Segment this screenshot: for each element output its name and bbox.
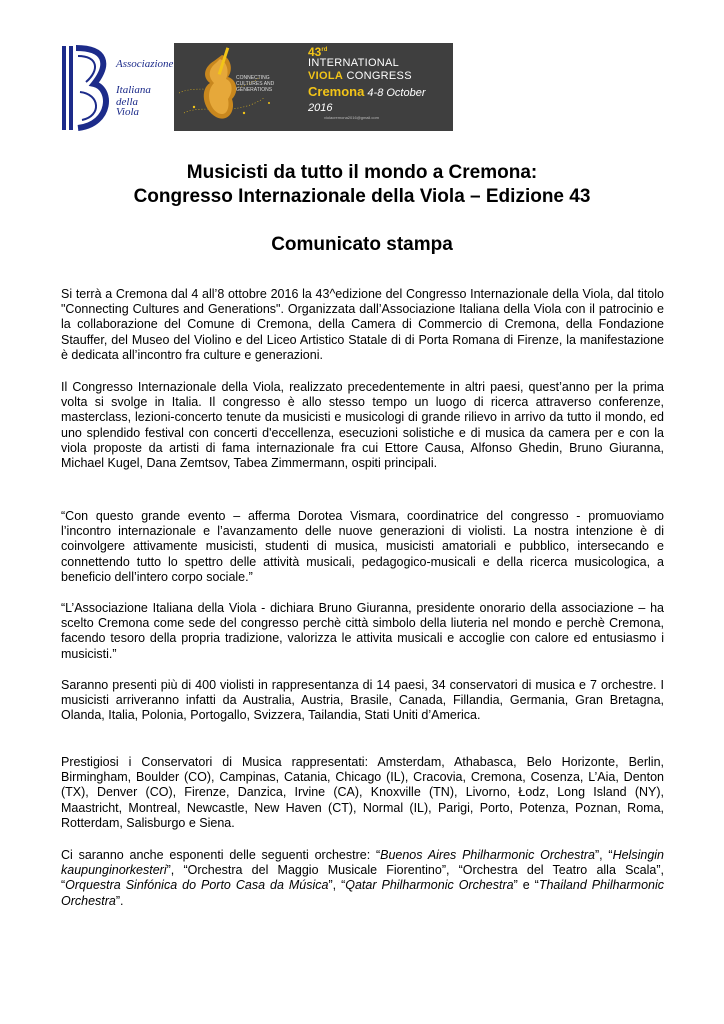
banner-viola: VIOLA <box>308 70 344 82</box>
paragraph-text: Prestigiosi i Conservatori di Musica rappresentati: Amsterdam, Athabasca, Belo Horizonte, Berlin, Birmingham, Boulder (CO), Campinas, Catania, Chicago (IL), Cracovia, Cremona, Cosenza, L’Aia, Denton (TX), Denver (CO), Firenze, Danzica, Irvine (CA), Knoxville (TN), Livorno, Łodz, Long Island (NY), Maastricht, Montreal, Newcastle, New Haven (CT), Normal (IL), Parigi, Porto, Potenza, Poznan, Roma, Rotterdam, Salisburgo e Siena. <box>61 755 664 830</box>
association-logo <box>60 44 172 132</box>
banner-international: INTERNATIONAL <box>308 57 400 69</box>
orchestra-1: Buenos Aires Philharmonic Orchestra <box>380 848 595 862</box>
banner-congress: CONGRESS <box>343 70 412 82</box>
paragraph-text: Si terrà a Cremona dal 4 all’8 ottobre 2016 la 43^edizione del Congresso Internazionale della Viola, dal titolo "Connecting Cultures and Generations". Organizzata dall’Associazione Italiana della Viola con il patrocinio e la collaborazione del Comune di Cremona, della Camera di Commercio di Cremona, della Fondazione Stauffer, del Museo del Violino e del Liceo Artistico Statale di di Porta Romana di Firenze, la manifestazione è dedicata all’incontro fra culture e generazioni. <box>61 287 664 362</box>
paragraph-7 <box>61 848 664 909</box>
orchestras-sep-1: ”, “ <box>595 848 613 862</box>
banner-viola-congress <box>308 70 412 82</box>
orchestras-intro: Ci saranno anche esponenti delle seguenti orchestre: “ <box>61 848 381 862</box>
orchestra-5: Thailand Philharmonic Orchestra <box>61 878 665 908</box>
orchestras-sep-2: ”, “Orchestra del Maggio Musicale Fiorentino”, “Orchestra del Teatro alla Scala”, “ <box>61 863 664 893</box>
page-title-line-2: Congresso Internazionale della Viola – Edizione 43 <box>133 186 591 207</box>
orchestra-2: Helsingin kaupunginorkesteri <box>61 848 664 878</box>
orchestras-sep-4: ” e “ <box>513 878 539 893</box>
congress-banner <box>174 43 453 131</box>
paragraph-4 <box>61 601 664 662</box>
banner-email: violacremona2016@gmail.com <box>324 115 379 120</box>
page-subtitle: Comunicato stampa <box>271 234 453 255</box>
paragraph-2 <box>61 380 664 471</box>
banner-city-dates <box>308 84 453 114</box>
paragraph-5 <box>61 678 664 724</box>
paragraph-6 <box>61 755 664 831</box>
paragraph-text: Il Congresso Internazionale della Viola, realizzato precedentemente in altri paesi, quest’anno per la prima volta si svolge in Italia. Il congresso è allo stesso tempo un luogo di ricerca attraverso conferenze, masterclass, lezioni-concerto tenute da musicisti e musicologi di grande rilievo in arrivo da tutto il mondo, ed uno splendido festival con concerti d'eccellenza, esecuzioni solistiche e di musica da camera per e con la viola proposte da artisti di fama internazionale fra cui Ettore Causa, Alfonso Ghedin, Bruno Giuranna, Michael Kugel, Dana Zemtsov, Tabea Zimmermann, ospiti principali. <box>61 380 664 471</box>
paragraph-text: “Con questo grande evento – afferma Dorotea Vismara, coordinatrice del congresso - promuoviamo l’incontro internazionale e l’avanzamento delle nuove generazioni di violisti. La nostra intenzione è di coinvolgere attivamente musicisti, studenti di musica, musicisti amatoriali e pubblico, intersecando e connettendo tutto lo spettro delle attività musicali, pedagogico-musicali e della ricerca musicologica, a beneficio dell’intero corpo sociale.” <box>61 509 664 584</box>
paragraph-3 <box>61 509 664 585</box>
orchestra-4: Qatar Philharmonic Orchestra <box>345 878 514 893</box>
paragraph-text: Saranno presenti più di 400 violisti in rappresentanza di 14 paesi, 34 conservatori di musica e 7 orchestre. I musicisti arriveranno infatti da Australia, Austria, Brasile, Canada, Fillandia, Germania, Gran Bretagna, Olanda, Italia, Polonia, Portogallo, Svizzera, Tailandia, Stati Uniti d’America. <box>61 678 664 723</box>
orchestras-sep-3: ”, “ <box>328 878 346 893</box>
banner-city: Cremona <box>308 84 365 99</box>
aiv-monogram-icon <box>60 44 116 132</box>
logo-line-3: Viola <box>116 106 140 118</box>
orchestras-end: ”. <box>115 893 124 908</box>
paragraph-1 <box>61 287 664 363</box>
banner-ordinal: rd <box>321 47 328 53</box>
orchestra-3: Orquestra Sinfónica do Porto Casa da Música <box>65 878 329 893</box>
orchestras-paragraph <box>61 848 664 909</box>
logo-line-1: Associazione <box>116 58 174 70</box>
banner-number: 43 <box>308 45 322 59</box>
banner-tagline: CONNECTING CULTURES AND GENERATIONS <box>236 75 275 93</box>
banner-dates: 4-8 October 2016 <box>308 87 426 114</box>
paragraph-text: “L’Associazione Italiana della Viola - dichiara Bruno Giuranna, presidente onorario della associazione – ha scelto Cremona come sede del congresso perchè città simbolo della liuteria nel mondo e perchè Cremona, facendo tesoro della propria tradizione, valorizza le attivita musicali e accoglie con calore ed entusiasmo i musicisti.” <box>61 601 664 661</box>
page-title-line-1: Musicisti da tutto il mondo a Cremona: <box>186 162 538 183</box>
logo-line-2: Italiana della <box>116 84 151 108</box>
